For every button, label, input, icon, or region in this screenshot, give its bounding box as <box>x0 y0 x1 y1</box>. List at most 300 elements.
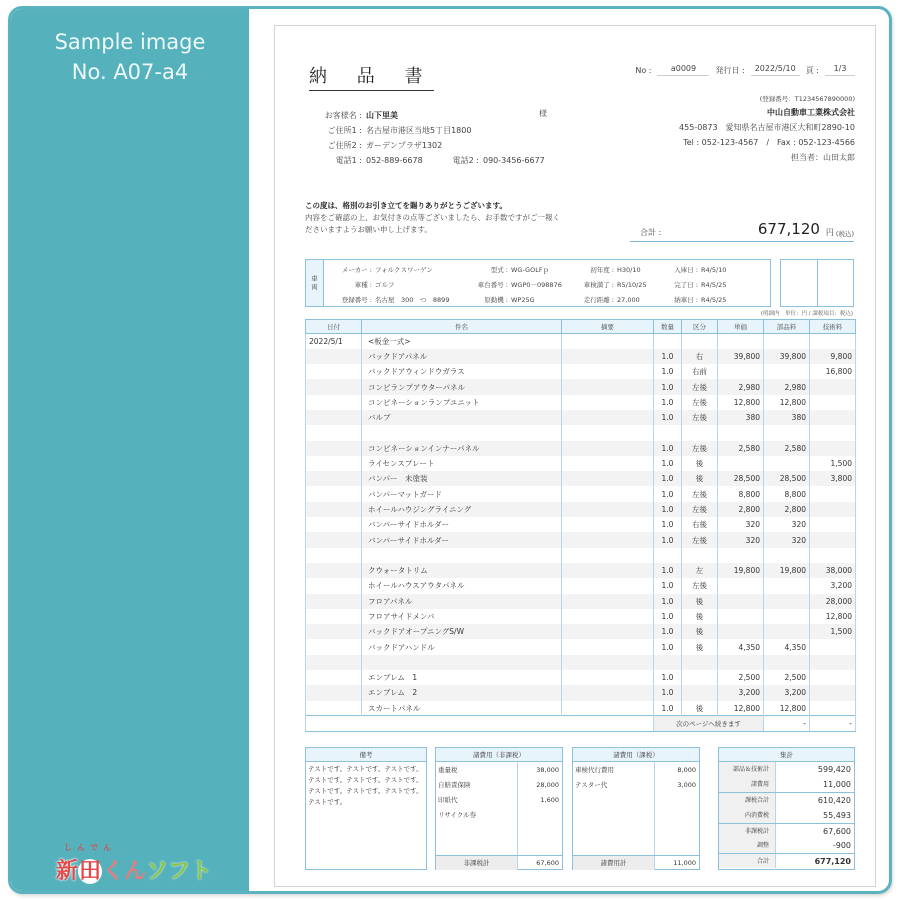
table-cell <box>306 594 362 609</box>
table-cell: 1.0 <box>654 456 682 471</box>
summary-value: 610,420 <box>817 796 851 806</box>
table-cell: エンブレム 2 <box>362 685 562 700</box>
summary-label: 内消費税 <box>719 808 776 823</box>
fees-tax-sum-label: 諸費用計 <box>573 856 655 870</box>
table-row <box>306 624 856 639</box>
fee-value: 1,600 <box>540 796 559 804</box>
thanks-line-3: ださいますようお願い申し上げます。 <box>305 225 432 234</box>
table-cell <box>810 655 856 670</box>
column-header: 日付 <box>306 320 362 334</box>
table-cell <box>306 548 362 563</box>
table-cell: 320 <box>718 517 764 532</box>
fee-value: 3,000 <box>677 781 696 789</box>
table-cell: 左後 <box>682 379 718 394</box>
table-cell: 1.0 <box>654 395 682 410</box>
address2-label: ご住所2 : <box>327 141 362 150</box>
fee-name: 車検代行費用 <box>575 766 614 774</box>
table-cell: 1.0 <box>654 517 682 532</box>
no-label: No : <box>635 65 652 75</box>
logo-kun: くん <box>102 859 147 884</box>
table-cell: 左後 <box>682 441 718 456</box>
fee-name: 印紙代 <box>438 796 458 804</box>
table-cell <box>562 379 654 394</box>
column-header: 数量 <box>654 320 682 334</box>
table-cell: 右 <box>682 349 718 364</box>
table-cell <box>306 609 362 624</box>
fee-value <box>521 810 559 825</box>
table-cell <box>764 456 810 471</box>
table-cell: 12,800 <box>810 609 856 624</box>
table-cell: 9,800 <box>810 349 856 364</box>
staff-name: 担当者：山田太郎 <box>791 153 855 162</box>
table-cell <box>362 655 562 670</box>
vehicle-field-label: 車種 : <box>354 281 372 289</box>
table-cell: 後 <box>682 624 718 639</box>
table-row <box>306 349 856 364</box>
no-value: a0009 <box>657 64 709 76</box>
table-cell <box>682 670 718 685</box>
table-cell: 1.0 <box>654 502 682 517</box>
sample-title: Sample image <box>54 30 206 54</box>
table-cell <box>306 670 362 685</box>
table-row <box>306 685 856 700</box>
table-cell: 後 <box>682 609 718 624</box>
table-cell: 1.0 <box>654 486 682 501</box>
vehicle-field-label: 納車日 : <box>674 296 698 304</box>
table-cell: 1.0 <box>654 670 682 685</box>
table-cell <box>810 532 856 547</box>
table-cell <box>810 334 856 349</box>
table-cell <box>718 594 764 609</box>
table-row <box>306 410 856 425</box>
table-cell: 28,500 <box>718 471 764 486</box>
table-cell <box>306 486 362 501</box>
delivery-slip-page <box>274 25 876 887</box>
summary-label: 部品＆技術計 <box>719 762 776 777</box>
table-cell <box>306 471 362 486</box>
table-cell: バンパーマットガード <box>362 486 562 501</box>
table-cell: バンパーサイドホルダー <box>362 532 562 547</box>
column-header: 部品料 <box>764 320 810 334</box>
table-cell <box>562 624 654 639</box>
table-cell <box>562 334 654 349</box>
fees-nontax-sum-value: 67,600 <box>536 859 559 867</box>
remarks-text: テストです。テストです。テストです。テストです。テストです。テストです。テストです。テストです。テストです。テストです。 <box>308 765 423 806</box>
table-row <box>306 532 856 547</box>
table-cell <box>764 334 810 349</box>
table-cell: バンパー 未塗装 <box>362 471 562 486</box>
table-cell <box>306 655 362 670</box>
table-cell <box>562 349 654 364</box>
table-cell: 1.0 <box>654 609 682 624</box>
table-cell: バルブ <box>362 410 562 425</box>
vehicle-field <box>324 292 456 307</box>
fee-name: 自賠責保険 <box>438 781 471 789</box>
table-cell: 4,350 <box>764 639 810 654</box>
summary-row <box>719 853 854 868</box>
table-cell: 3,200 <box>718 685 764 700</box>
table-cell <box>764 364 810 379</box>
table-row <box>306 578 856 593</box>
logo-soft: ソフト <box>146 859 213 884</box>
table-cell <box>306 379 362 394</box>
table-cell <box>718 425 764 440</box>
table-cell <box>654 425 682 440</box>
vehicle-field-value: WGP0－098876 <box>511 281 562 289</box>
summary-row <box>719 808 854 823</box>
table-row <box>306 334 856 349</box>
vehicle-field <box>456 262 576 277</box>
column-header: 摘要 <box>562 320 654 334</box>
stamp-box-2 <box>817 260 854 306</box>
customer-info <box>305 108 555 168</box>
table-row <box>306 701 856 716</box>
table-cell <box>764 609 810 624</box>
total-label: 合計 : <box>640 228 662 237</box>
table-cell: 1.0 <box>654 563 682 578</box>
table-cell <box>306 517 362 532</box>
table-cell: バックドアオープニングS/W <box>362 624 562 639</box>
vehicle-field <box>668 292 758 307</box>
table-cell <box>306 364 362 379</box>
fees-tax-box <box>572 747 700 870</box>
table-cell: 380 <box>764 410 810 425</box>
address1-label: ご住所1 : <box>327 126 362 135</box>
table-cell <box>562 670 654 685</box>
table-cell: 12,800 <box>764 395 810 410</box>
page-label: 頁 : <box>805 65 819 75</box>
table-cell: 12,800 <box>718 395 764 410</box>
table-cell <box>306 502 362 517</box>
fee-name: リサイクル券 <box>438 811 477 819</box>
table-cell: 2,580 <box>764 441 810 456</box>
table-row <box>306 486 856 501</box>
vehicle-field <box>576 277 668 292</box>
table-cell <box>718 655 764 670</box>
items-table <box>305 319 856 732</box>
table-cell <box>654 548 682 563</box>
table-cell <box>764 655 810 670</box>
vehicle-field-label: 完了日 : <box>674 281 698 289</box>
table-cell <box>306 456 362 471</box>
table-cell <box>562 441 654 456</box>
table-row <box>306 425 856 440</box>
vehicle-field-value: R4/5/25 <box>701 280 727 289</box>
table-cell: 320 <box>764 517 810 532</box>
table-row <box>306 471 856 486</box>
table-row <box>306 456 856 471</box>
summary-value: 67,600 <box>823 826 851 836</box>
table-row <box>306 364 856 379</box>
remarks-box <box>305 747 427 870</box>
table-cell <box>306 349 362 364</box>
table-cell: 1.0 <box>654 410 682 425</box>
customer-name: 山下里美 <box>366 111 398 120</box>
table-cell <box>306 425 362 440</box>
table-cell: 1.0 <box>654 349 682 364</box>
table-cell <box>562 685 654 700</box>
table-cell <box>810 639 856 654</box>
table-cell: 1.0 <box>654 624 682 639</box>
stamp-boxes <box>780 259 854 307</box>
table-cell <box>562 471 654 486</box>
table-cell: コンビランプアウターパネル <box>362 379 562 394</box>
yen-label: 円 <box>825 228 834 237</box>
table-cell: 後 <box>682 471 718 486</box>
summary-value: -900 <box>832 840 851 850</box>
vehicle-field <box>456 277 576 292</box>
unit-note: (明細内 単位：円 / 課税項目：税込) <box>760 311 853 317</box>
address2: ガーデンプラザ1302 <box>366 141 443 150</box>
table-cell: 12,800 <box>764 701 810 716</box>
table-cell <box>810 486 856 501</box>
table-cell: 1.0 <box>654 441 682 456</box>
table-cell <box>562 639 654 654</box>
table-cell <box>562 701 654 716</box>
table-cell: 16,800 <box>810 364 856 379</box>
stamp-box-1 <box>781 260 817 306</box>
table-cell <box>810 502 856 517</box>
footer-parts: - <box>764 716 810 731</box>
summary-value: 55,493 <box>823 810 851 820</box>
fee-value: 28,000 <box>536 781 559 789</box>
table-cell: 左後 <box>682 578 718 593</box>
table-cell <box>764 548 810 563</box>
fees-nontax-sum-label: 非課税計 <box>436 856 518 870</box>
table-cell: 3,800 <box>810 471 856 486</box>
table-cell <box>764 425 810 440</box>
table-row <box>306 502 856 517</box>
table-cell: 1.0 <box>654 685 682 700</box>
table-cell: 19,800 <box>764 563 810 578</box>
sample-label <box>11 27 249 87</box>
table-cell <box>810 670 856 685</box>
table-cell: クウォータトリム <box>362 563 562 578</box>
tel1: 052-889-6678 <box>366 156 423 165</box>
table-cell: 2,980 <box>718 379 764 394</box>
tel1-label: 電話1 : <box>335 156 362 165</box>
company-tel-fax: Tel : 052-123-4567 / Fax : 052-123-4566 <box>683 138 855 147</box>
table-cell <box>764 624 810 639</box>
summary-row <box>719 777 854 792</box>
document-title: 納 品 書 <box>309 62 434 91</box>
table-cell <box>810 379 856 394</box>
summary-label: 諸費用 <box>719 777 776 792</box>
summary-label: 調整 <box>719 838 776 853</box>
table-cell <box>764 594 810 609</box>
sample-frame <box>8 6 892 894</box>
summary-label: 合計 <box>719 854 776 868</box>
summary-row <box>719 792 854 807</box>
summary-label: 非課税計 <box>719 824 776 838</box>
summary-value: 599,420 <box>817 765 851 774</box>
table-cell <box>562 395 654 410</box>
table-cell: バックドアハンドル <box>362 639 562 654</box>
column-header: 区分 <box>682 320 718 334</box>
table-row <box>306 670 856 685</box>
table-cell <box>718 364 764 379</box>
table-cell <box>682 655 718 670</box>
table-cell <box>306 532 362 547</box>
table-cell <box>718 578 764 593</box>
table-cell <box>562 456 654 471</box>
table-cell: 2,500 <box>764 670 810 685</box>
summary-row <box>719 838 854 853</box>
summary-header: 集計 <box>719 748 854 762</box>
table-cell: 1,500 <box>810 624 856 639</box>
table-cell <box>810 441 856 456</box>
table-cell <box>682 425 718 440</box>
table-cell <box>562 532 654 547</box>
table-cell <box>810 548 856 563</box>
table-footer-row <box>306 716 856 731</box>
summary-row <box>719 762 854 777</box>
table-cell <box>306 563 362 578</box>
issue-date-value: 2022/5/10 <box>751 64 800 76</box>
table-cell: 左後 <box>682 410 718 425</box>
company-address: 455-0873 愛知県名古屋市港区大和町2890-10 <box>679 123 855 132</box>
vehicle-field-label: 原動機 : <box>484 296 508 304</box>
page-value: 1/3 <box>825 64 855 76</box>
table-cell: 3,200 <box>810 578 856 593</box>
tel2-label: 電話2 : <box>452 156 479 165</box>
vehicle-field-label: メーカー : <box>341 266 372 274</box>
table-cell <box>562 578 654 593</box>
table-cell: 後 <box>682 639 718 654</box>
issue-date-label: 発行日 : <box>715 65 745 75</box>
tel2: 090-3456-6677 <box>483 156 545 165</box>
table-cell <box>306 410 362 425</box>
table-cell: 2,800 <box>718 502 764 517</box>
table-cell: 後 <box>682 594 718 609</box>
vehicle-field-value: ゴルフ <box>375 281 395 289</box>
footer-blank <box>306 716 654 731</box>
table-cell: 1.0 <box>654 594 682 609</box>
fee-value: 8,000 <box>677 766 696 774</box>
company-info <box>679 93 855 165</box>
customer-name-label: お客様名 : <box>324 111 362 120</box>
table-cell <box>306 441 362 456</box>
table-cell: フロアパネル <box>362 594 562 609</box>
table-cell <box>718 334 764 349</box>
logo-char-2: 田 <box>79 859 102 884</box>
table-cell: 380 <box>718 410 764 425</box>
fee-value: 38,000 <box>536 766 559 774</box>
vehicle-field <box>324 262 456 277</box>
table-cell: 左 <box>682 563 718 578</box>
table-cell <box>810 685 856 700</box>
table-cell <box>682 334 718 349</box>
vehicle-field-label: 車検満了 : <box>583 281 614 289</box>
table-cell: 28,500 <box>764 471 810 486</box>
table-row <box>306 563 856 578</box>
table-cell: 1.0 <box>654 701 682 716</box>
continued-note: 次のページへ続きます <box>654 716 764 731</box>
table-cell: 左後 <box>682 395 718 410</box>
address1: 名古屋市港区当地5丁目1800 <box>366 126 472 135</box>
table-row <box>306 548 856 563</box>
table-cell: 28,000 <box>810 594 856 609</box>
table-row <box>306 655 856 670</box>
table-cell <box>562 594 654 609</box>
table-cell: <板金一式> <box>362 334 562 349</box>
table-cell: 左後 <box>682 532 718 547</box>
table-cell: 2,580 <box>718 441 764 456</box>
summary-box <box>718 747 855 870</box>
table-cell: 後 <box>682 701 718 716</box>
summary-label: 課税合計 <box>719 793 776 807</box>
vehicle-field-value: R4/5/25 <box>701 295 727 304</box>
table-cell <box>682 548 718 563</box>
table-cell <box>306 395 362 410</box>
grand-total <box>630 220 854 242</box>
column-header: 件名 <box>362 320 562 334</box>
table-cell: ライセンスプレート <box>362 456 562 471</box>
vehicle-field-value: H30/10 <box>617 265 641 274</box>
remarks-header: 備考 <box>306 748 426 762</box>
vehicle-field <box>668 262 758 277</box>
table-cell <box>362 548 562 563</box>
table-cell: 320 <box>718 532 764 547</box>
table-cell: 1.0 <box>654 471 682 486</box>
table-cell <box>362 425 562 440</box>
table-row <box>306 395 856 410</box>
table-cell <box>682 685 718 700</box>
table-cell <box>810 425 856 440</box>
table-row <box>306 609 856 624</box>
table-cell <box>718 624 764 639</box>
table-cell <box>562 563 654 578</box>
vehicle-info <box>305 259 771 307</box>
fees-tax-header: 諸費用（課税） <box>573 748 699 762</box>
logo-ruby: しんでん <box>64 843 116 852</box>
company-name: 中山自動車工業株式会社 <box>767 108 855 117</box>
table-cell: 右後 <box>682 517 718 532</box>
table-cell <box>654 655 682 670</box>
vehicle-field-value: R4/5/10 <box>701 265 727 274</box>
vehicle-label: 車両 <box>306 260 324 306</box>
table-cell: 38,000 <box>810 563 856 578</box>
table-cell: 19,800 <box>718 563 764 578</box>
table-cell: スカートパネル <box>362 701 562 716</box>
thanks-line-1: この度は、格別のお引き立てを賜りありがとうございます。 <box>305 201 507 210</box>
table-cell <box>562 548 654 563</box>
brand-logo <box>56 843 213 885</box>
vehicle-field <box>668 277 758 292</box>
table-cell: コンビネーションランプユニット <box>362 395 562 410</box>
table-cell: 12,800 <box>718 701 764 716</box>
table-cell: 8,800 <box>718 486 764 501</box>
vehicle-field-value: WG-GOLFｐ <box>511 266 550 274</box>
table-cell <box>764 578 810 593</box>
table-cell: 右前 <box>682 364 718 379</box>
vehicle-field-value: フォルクスワーゲン <box>375 266 433 274</box>
table-cell <box>306 624 362 639</box>
table-cell: 320 <box>764 532 810 547</box>
table-cell <box>810 701 856 716</box>
table-cell <box>562 609 654 624</box>
registration-number: (登録番号：T1234567890000) <box>759 95 855 103</box>
vehicle-field-label: 入庫日 : <box>674 266 698 274</box>
table-cell <box>306 578 362 593</box>
table-cell: エンブレム 1 <box>362 670 562 685</box>
table-cell: 左後 <box>682 486 718 501</box>
table-cell: 2,800 <box>764 502 810 517</box>
vehicle-field-value: WP25G <box>511 295 535 304</box>
table-cell: 1.0 <box>654 364 682 379</box>
fees-nontax-header: 諸費用（非課税） <box>436 748 562 762</box>
vehicle-field <box>576 292 668 307</box>
